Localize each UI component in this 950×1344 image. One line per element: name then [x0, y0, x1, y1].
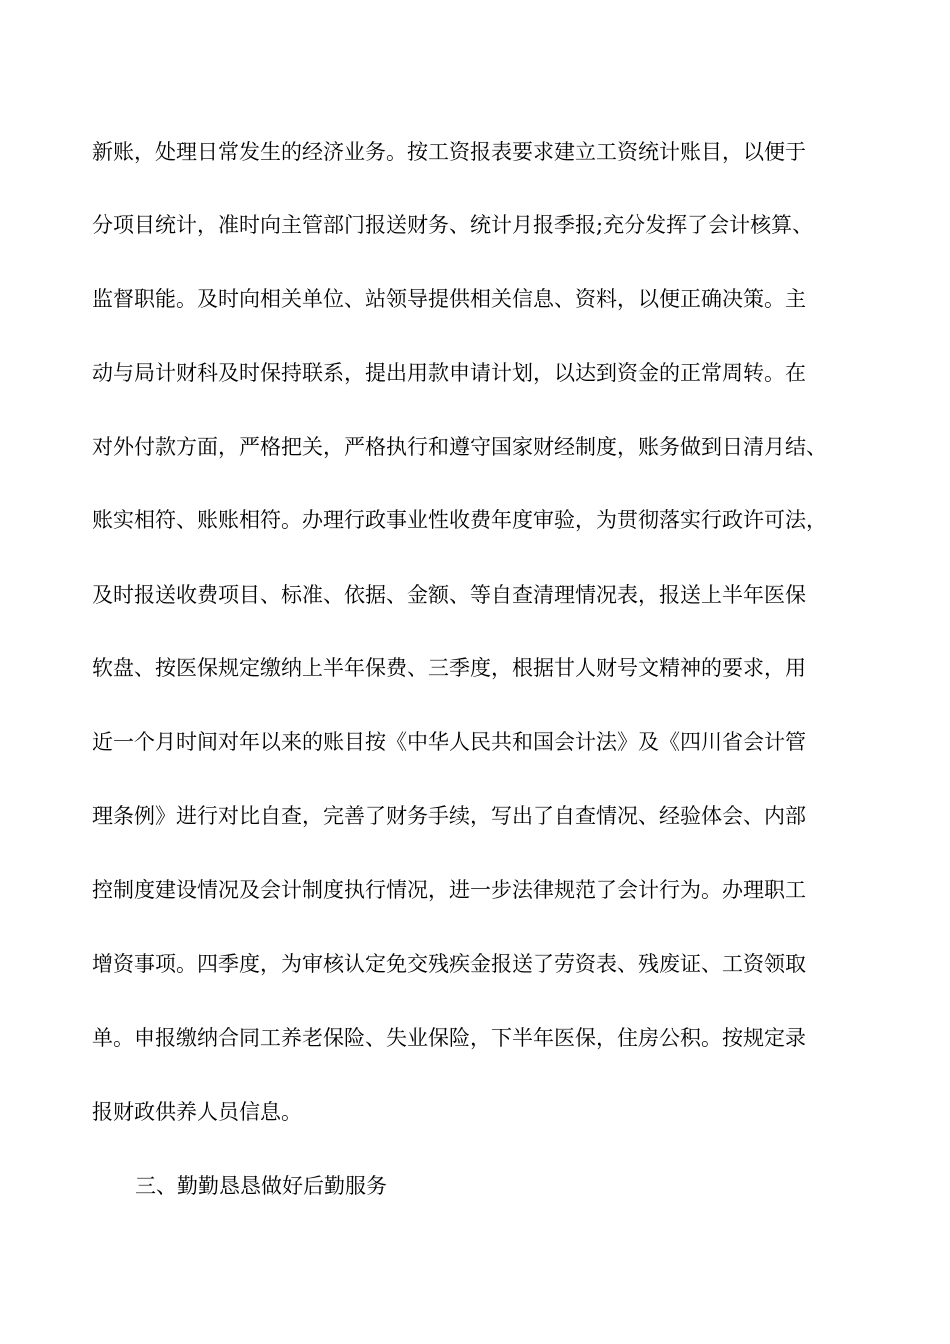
paragraph-line: 控制度建设情况及会计制度执行情况，进一步法律规范了会计行为。办理职工 [92, 878, 806, 902]
paragraph-line: 单。申报缴纳合同工养老保险、失业保险，下半年医保，住房公积。按规定录 [92, 1026, 806, 1050]
paragraph-line: 监督职能。及时向相关单位、站领导提供相关信息、资料，以便正确决策。主 [92, 287, 806, 311]
paragraph-line: 动与局计财科及时保持联系，提出用款申请计划，以达到资金的正常周转。在 [92, 361, 806, 385]
paragraph-line: 增资事项。四季度，为审核认定免交残疾金报送了劳资表、残废证、工资领取 [92, 952, 806, 976]
paragraph-line: 对外付款方面，严格把关，严格执行和遵守国家财经制度，账务做到日清月结、 [92, 435, 827, 459]
paragraph-line: 分项目统计，准时向主管部门报送财务、统计月报季报;充分发挥了会计核算、 [92, 213, 814, 237]
paragraph-line: 近一个月时间对年以来的账目按《中华人民共和国会计法》及《四川省会计管 [92, 730, 806, 754]
paragraph-line: 新账，处理日常发生的经济业务。按工资报表要求建立工资统计账目，以便于 [92, 140, 806, 164]
paragraph-line: 理条例》进行对比自查，完善了财务手续，写出了自查情况、经验体会、内部 [92, 804, 806, 828]
section-heading: 三、勤勤恳恳做好后勤服务 [135, 1174, 387, 1198]
paragraph-line: 账实相符、账账相符。办理行政事业性收费年度审验，为贯彻落实行政许可法， [92, 508, 827, 532]
paragraph-line: 软盘、按医保规定缴纳上半年保费、三季度，根据甘人财号文精神的要求，用 [92, 656, 806, 680]
paragraph-line: 及时报送收费项目、标准、依据、金额、等自查清理情况表，报送上半年医保 [92, 583, 806, 607]
paragraph-line: 报财政供养人员信息。 [92, 1100, 302, 1124]
